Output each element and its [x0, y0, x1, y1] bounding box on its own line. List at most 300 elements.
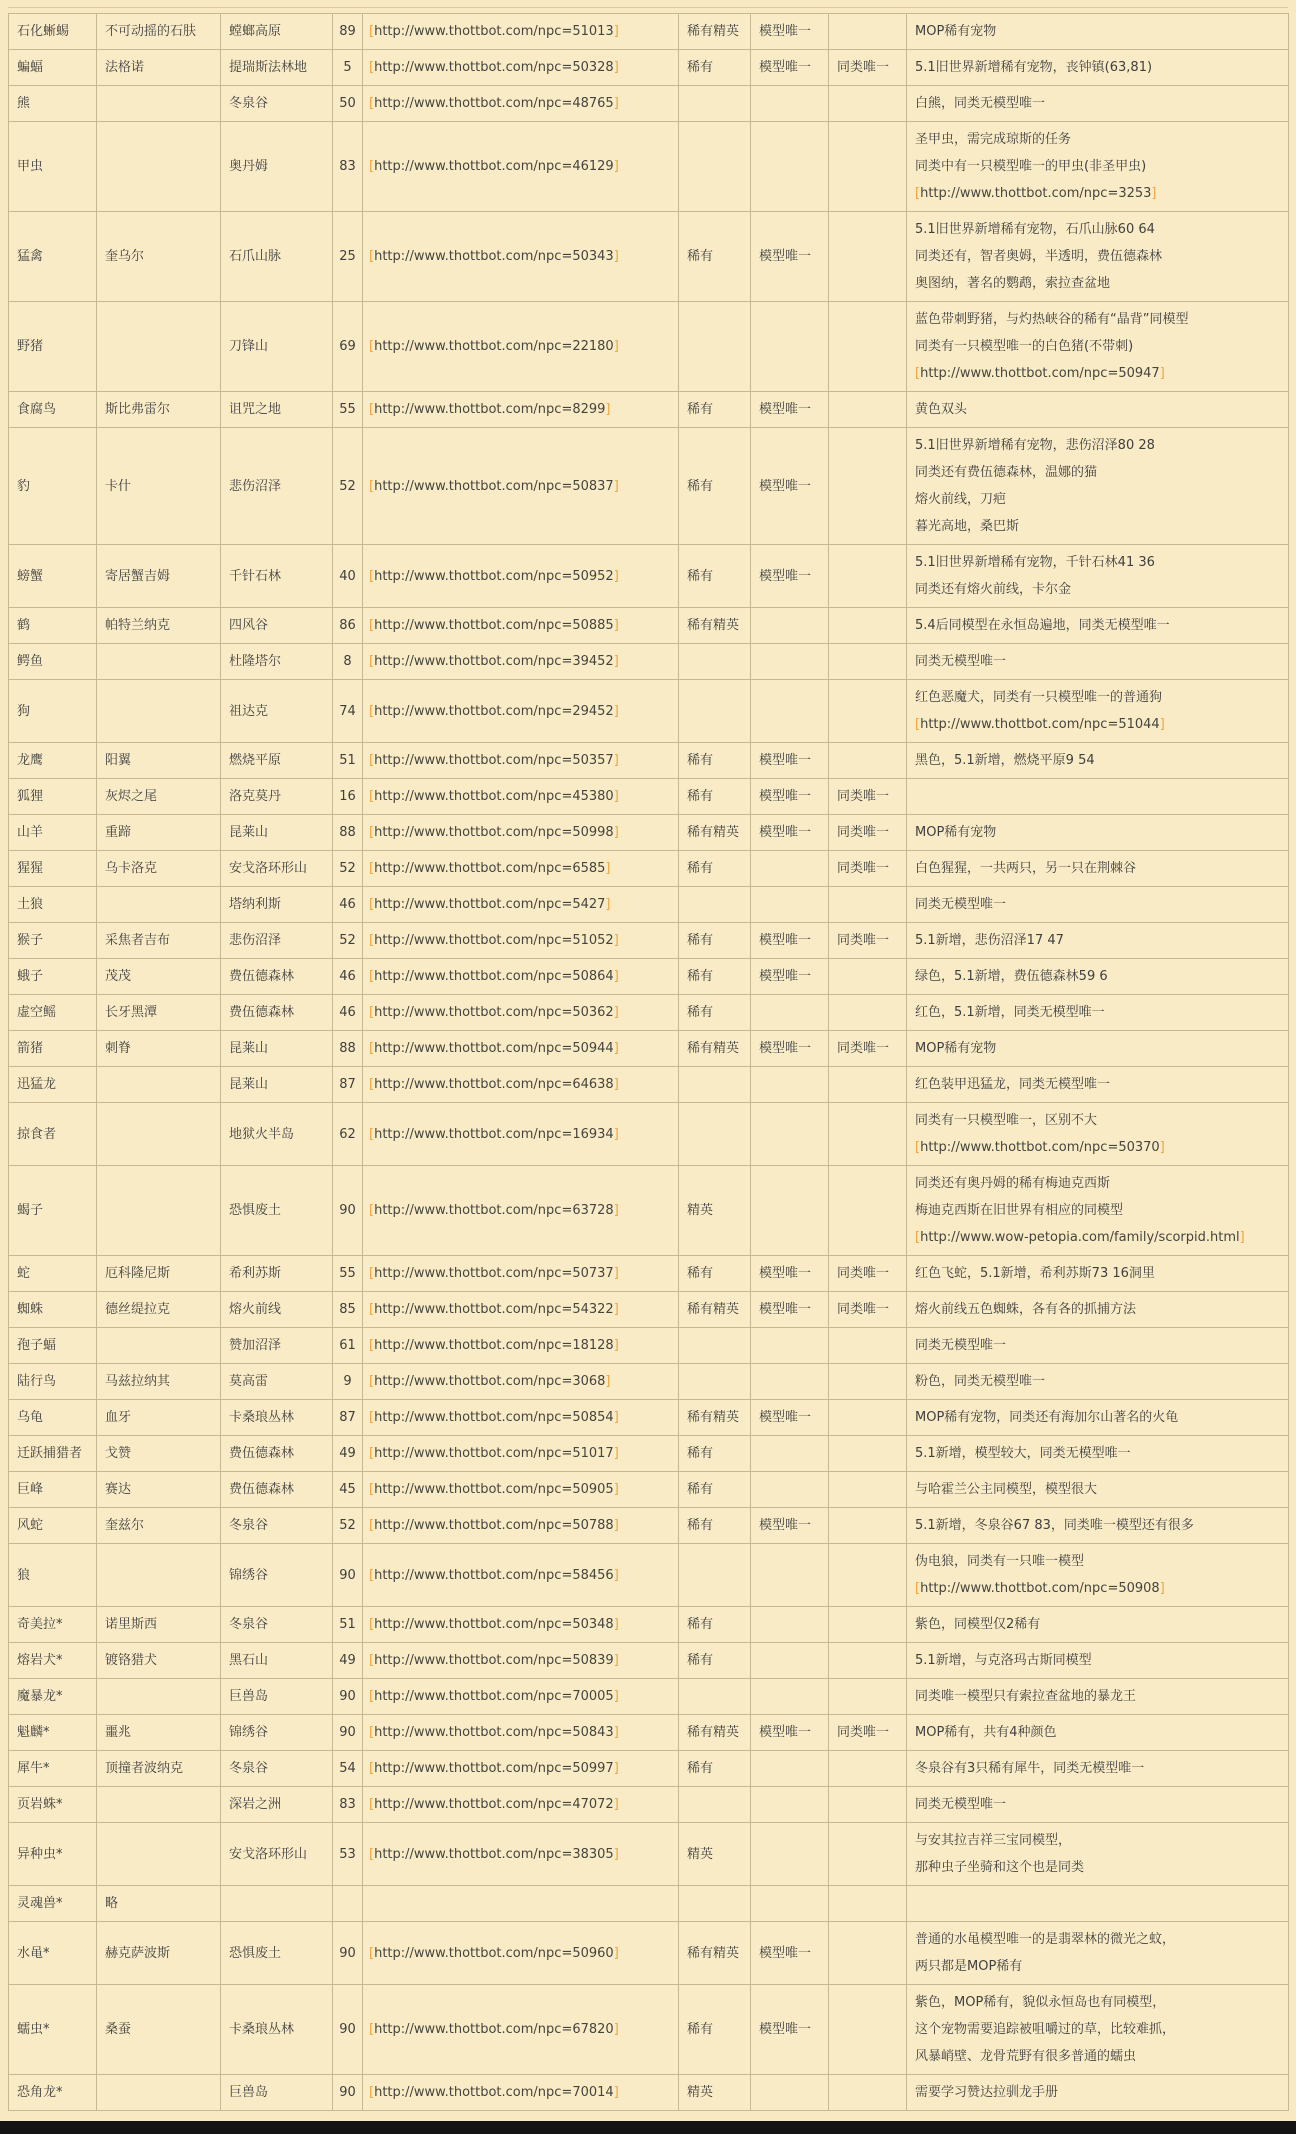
table-row [9, 545, 1289, 608]
cell-notes [907, 1679, 1289, 1715]
cell-notes [907, 887, 1289, 923]
note-line: 5.1旧世界新增稀有宠物，千针石林41 36 [915, 555, 1155, 570]
note-line: 5.1新增，悲伤沼泽17 47 [915, 933, 1064, 948]
url-bracket: ] [613, 1797, 619, 1812]
cell-rarity [679, 644, 751, 680]
cell-kind-unique [829, 887, 907, 923]
cell-rarity: 稀有精英 [679, 1922, 751, 1985]
note-line: 5.1新增，冬泉谷67 83，同类唯一模型还有很多 [915, 1518, 1194, 1533]
cell-rarity: 稀有 [679, 1472, 751, 1508]
cell-kind-unique [829, 995, 907, 1031]
thottbot-url: http://www.thottbot.com/npc=50370 [920, 1140, 1160, 1155]
cell-level: 51 [333, 743, 363, 779]
thottbot-url: http://www.thottbot.com/npc=22180 [374, 339, 614, 354]
cell-zone: 冬泉谷 [221, 1607, 333, 1643]
cell-level: 9 [333, 1364, 363, 1400]
url-bracket: [ [915, 717, 921, 732]
cell-kind-unique [829, 428, 907, 545]
cell-model-unique [751, 851, 829, 887]
url-bracket: ] [1239, 1230, 1245, 1245]
table-row [9, 212, 1289, 302]
cell-model-unique: 模型唯一 [751, 50, 829, 86]
cell-npc-name: 略 [97, 1886, 221, 1922]
note-line: 那种虫子坐骑和这个也是同类 [915, 1860, 1085, 1875]
thottbot-url: http://www.thottbot.com/npc=50952 [374, 568, 614, 584]
cell-link [363, 1256, 679, 1292]
url-bracket: [ [369, 1005, 375, 1020]
cell-link [363, 959, 679, 995]
cell-notes [907, 1364, 1289, 1400]
cell-npc-name: 血牙 [97, 1400, 221, 1436]
cell-link [363, 815, 679, 851]
cell-pet-family: 风蛇 [9, 1508, 97, 1544]
cell-level: 52 [333, 851, 363, 887]
table-row [9, 302, 1289, 392]
cell-rarity [679, 1787, 751, 1823]
url-bracket: ] [1159, 717, 1165, 732]
cell-link [363, 1067, 679, 1103]
cell-model-unique: 模型唯一 [751, 1922, 829, 1985]
cell-zone: 费伍德森林 [221, 959, 333, 995]
cell-zone [221, 1886, 333, 1922]
thottbot-url: http://www.thottbot.com/npc=51013 [374, 24, 614, 39]
note-line: 熔火前线，刀疤 [915, 492, 1007, 507]
cell-pet-family: 野猪 [9, 302, 97, 392]
thottbot-url: http://www.thottbot.com/npc=50864 [374, 969, 614, 984]
url-bracket: ] [613, 654, 619, 669]
url-bracket: [ [369, 568, 375, 584]
cell-level: 86 [333, 608, 363, 644]
cell-npc-name: 赛达 [97, 1472, 221, 1508]
cell-level: 90 [333, 1985, 363, 2075]
cell-kind-unique [829, 1787, 907, 1823]
cell-level: 90 [333, 1922, 363, 1985]
table-row [9, 851, 1289, 887]
cell-notes [907, 1436, 1289, 1472]
note-line: 红色飞蛇，5.1新增，希利苏斯73 16洞里 [915, 1266, 1155, 1281]
cell-kind-unique [829, 14, 907, 50]
cell-notes [907, 1328, 1289, 1364]
cell-rarity: 稀有 [679, 851, 751, 887]
cell-rarity [679, 1328, 751, 1364]
cell-npc-name: 采焦者吉布 [97, 923, 221, 959]
cell-kind-unique [829, 1886, 907, 1922]
cell-notes [907, 1985, 1289, 2075]
cell-link [363, 428, 679, 545]
cell-rarity: 稀有精英 [679, 815, 751, 851]
cell-model-unique: 模型唯一 [751, 545, 829, 608]
table-row [9, 608, 1289, 644]
cell-rarity: 稀有精英 [679, 608, 751, 644]
cell-link [363, 644, 679, 680]
note-line: MOP稀有宠物 [915, 24, 997, 39]
table-row [9, 1166, 1289, 1256]
url-bracket: ] [613, 60, 619, 75]
cell-model-unique: 模型唯一 [751, 1985, 829, 2075]
note-line: 5.1旧世界新增稀有宠物，丧钟镇(63,81) [915, 60, 1153, 75]
cell-model-unique: 模型唯一 [751, 428, 829, 545]
url-bracket: [ [369, 1338, 375, 1353]
url-bracket: [ [369, 1797, 375, 1812]
thottbot-url: http://www.thottbot.com/npc=8299 [374, 402, 606, 417]
table-row [9, 1544, 1289, 1607]
cell-model-unique [751, 1103, 829, 1166]
cell-link [363, 50, 679, 86]
table-row [9, 428, 1289, 545]
cell-kind-unique: 同类唯一 [829, 923, 907, 959]
cell-rarity: 稀有 [679, 392, 751, 428]
note-line: 风暴峭壁、龙骨荒野有很多普通的蠕虫 [915, 2049, 1137, 2064]
note-line [915, 180, 1280, 207]
cell-model-unique: 模型唯一 [751, 923, 829, 959]
cell-zone: 深岩之洲 [221, 1787, 333, 1823]
cell-model-unique [751, 302, 829, 392]
table-row [9, 1400, 1289, 1436]
cell-level: 16 [333, 779, 363, 815]
pet-table [8, 13, 1289, 2111]
cell-model-unique [751, 644, 829, 680]
table-row [9, 1715, 1289, 1751]
cell-kind-unique [829, 392, 907, 428]
cell-zone: 诅咒之地 [221, 392, 333, 428]
cell-npc-name: 镀铬猎犬 [97, 1643, 221, 1679]
url-bracket: ] [613, 1846, 619, 1862]
thottbot-url: http://www.thottbot.com/npc=50362 [374, 1005, 614, 1020]
cell-zone: 塔纳利斯 [221, 887, 333, 923]
cell-link [363, 122, 679, 212]
cell-notes [907, 1508, 1289, 1544]
cell-kind-unique [829, 86, 907, 122]
cell-notes [907, 1751, 1289, 1787]
cell-model-unique [751, 1364, 829, 1400]
table-row [9, 1256, 1289, 1292]
cell-link [363, 1679, 679, 1715]
cell-link [363, 545, 679, 608]
url-bracket: [ [369, 402, 375, 417]
note-line: 同类唯一模型只有索拉查盆地的暴龙王 [915, 1689, 1137, 1704]
cell-rarity: 稀有 [679, 428, 751, 545]
table-row [9, 995, 1289, 1031]
cell-notes [907, 2075, 1289, 2111]
cell-pet-family: 灵魂兽* [9, 1886, 97, 1922]
url-bracket: ] [605, 402, 611, 417]
table-row [9, 86, 1289, 122]
table-row [9, 122, 1289, 212]
cell-link [363, 1328, 679, 1364]
cell-notes [907, 1886, 1289, 1922]
note-line: 梅迪克西斯在旧世界有相应的同模型 [915, 1203, 1124, 1218]
url-bracket: [ [369, 2085, 375, 2100]
cell-level: 89 [333, 14, 363, 50]
cell-npc-name: 重蹄 [97, 815, 221, 851]
table-row [9, 1823, 1289, 1886]
cell-model-unique [751, 1472, 829, 1508]
cell-model-unique [751, 1787, 829, 1823]
cell-notes [907, 1472, 1289, 1508]
cell-kind-unique [829, 644, 907, 680]
cell-kind-unique: 同类唯一 [829, 815, 907, 851]
cell-notes [907, 995, 1289, 1031]
note-line: 熔火前线五色蜘蛛，各有各的抓捕方法 [915, 1302, 1137, 1317]
note-line: 同类还有，智者奥姆，半透明，费伍德森林 [915, 249, 1163, 264]
cell-npc-name: 奎兹尔 [97, 1508, 221, 1544]
cell-link [363, 680, 679, 743]
cell-npc-name: 斯比弗雷尔 [97, 392, 221, 428]
cell-npc-name [97, 1166, 221, 1256]
url-bracket: [ [369, 1689, 375, 1704]
cell-level: 46 [333, 887, 363, 923]
url-bracket: [ [369, 969, 375, 984]
cell-level: 54 [333, 1751, 363, 1787]
cell-model-unique: 模型唯一 [751, 1031, 829, 1067]
url-bracket: ] [605, 1374, 611, 1389]
cell-zone: 冬泉谷 [221, 86, 333, 122]
cell-link [363, 1787, 679, 1823]
cell-zone: 卡桑琅丛林 [221, 1400, 333, 1436]
cell-rarity [679, 680, 751, 743]
cell-notes [907, 212, 1289, 302]
thottbot-url: http://www.thottbot.com/npc=50343 [374, 249, 614, 264]
url-bracket: ] [1159, 1140, 1165, 1155]
url-bracket: [ [369, 703, 375, 719]
cell-rarity: 精英 [679, 2075, 751, 2111]
cell-kind-unique: 同类唯一 [829, 1292, 907, 1328]
cell-kind-unique [829, 1166, 907, 1256]
url-bracket: [ [369, 1761, 375, 1776]
cell-rarity [679, 1544, 751, 1607]
table-row [9, 1031, 1289, 1067]
cell-rarity: 稀有 [679, 923, 751, 959]
note-line [915, 1224, 1280, 1251]
cell-level: 5 [333, 50, 363, 86]
cell-notes [907, 815, 1289, 851]
cell-link [363, 212, 679, 302]
note-line: 同类有一只模型唯一的白色猪(不带刺) [915, 339, 1134, 354]
cell-zone: 昆莱山 [221, 1031, 333, 1067]
thottbot-url: http://www.thottbot.com/npc=16934 [374, 1126, 614, 1142]
table-row [9, 779, 1289, 815]
cell-npc-name [97, 86, 221, 122]
cell-npc-name: 阳翼 [97, 743, 221, 779]
cell-link [363, 1364, 679, 1400]
cell-pet-family: 食腐鸟 [9, 392, 97, 428]
note-line: 黑色，5.1新增，燃烧平原9 54 [915, 753, 1095, 768]
cell-npc-name: 奎乌尔 [97, 212, 221, 302]
cell-pet-family: 孢子蝠 [9, 1328, 97, 1364]
cell-npc-name: 寄居蟹吉姆 [97, 545, 221, 608]
cell-notes [907, 122, 1289, 212]
cell-pet-family: 龙鹰 [9, 743, 97, 779]
cell-kind-unique: 同类唯一 [829, 1715, 907, 1751]
thottbot-url: http://www.thottbot.com/npc=51044 [920, 717, 1160, 732]
cell-pet-family: 魔暴龙* [9, 1679, 97, 1715]
cell-level: 87 [333, 1067, 363, 1103]
thottbot-url: http://www.thottbot.com/npc=50843 [374, 1725, 614, 1740]
note-line: 黄色双头 [915, 402, 968, 417]
cell-link [363, 851, 679, 887]
cell-npc-name: 帕特兰纳克 [97, 608, 221, 644]
cell-notes [907, 923, 1289, 959]
cell-kind-unique [829, 1508, 907, 1544]
cell-zone: 燃烧平原 [221, 743, 333, 779]
cell-rarity: 稀有 [679, 995, 751, 1031]
url-bracket: [ [369, 1302, 375, 1317]
table-row [9, 1292, 1289, 1328]
cell-kind-unique [829, 212, 907, 302]
cell-level: 61 [333, 1328, 363, 1364]
table-row [9, 815, 1289, 851]
note-line: 5.1新增，模型较大，同类无模型唯一 [915, 1446, 1131, 1461]
cell-zone: 悲伤沼泽 [221, 923, 333, 959]
cell-notes [907, 1643, 1289, 1679]
url-bracket: [ [369, 159, 375, 174]
table-row [9, 959, 1289, 995]
url-bracket: ] [613, 568, 619, 584]
table-row [9, 1922, 1289, 1985]
table-row [9, 1679, 1289, 1715]
cell-level: 83 [333, 122, 363, 212]
thottbot-url: http://www.thottbot.com/npc=50854 [374, 1410, 614, 1425]
note-line: 同类中有一只模型唯一的甲虫(非圣甲虫) [915, 159, 1147, 174]
cell-zone: 赞加沼泽 [221, 1328, 333, 1364]
cell-notes [907, 1922, 1289, 1985]
note-line: 红色装甲迅猛龙，同类无模型唯一 [915, 1077, 1111, 1092]
cell-rarity: 稀有 [679, 545, 751, 608]
cell-notes [907, 1715, 1289, 1751]
cell-link [363, 1544, 679, 1607]
cell-link [363, 779, 679, 815]
url-bracket: ] [613, 1653, 619, 1668]
cell-pet-family: 迅猛龙 [9, 1067, 97, 1103]
cell-pet-family: 巨峰 [9, 1472, 97, 1508]
note-line: 5.1旧世界新增稀有宠物，石爪山脉60 64 [915, 222, 1155, 237]
cell-npc-name: 戈赞 [97, 1436, 221, 1472]
cell-notes [907, 302, 1289, 392]
cell-kind-unique [829, 1067, 907, 1103]
url-bracket: ] [613, 1302, 619, 1317]
thottbot-url: http://www.thottbot.com/npc=51052 [374, 933, 614, 948]
cell-pet-family: 狼 [9, 1544, 97, 1607]
cell-link [363, 923, 679, 959]
url-bracket: ] [613, 1005, 619, 1020]
thottbot-url: http://www.thottbot.com/npc=50908 [920, 1581, 1160, 1596]
cell-rarity: 稀有 [679, 1607, 751, 1643]
table-row [9, 1607, 1289, 1643]
cell-zone: 四风谷 [221, 608, 333, 644]
thottbot-url: http://www.thottbot.com/npc=3068 [374, 1374, 606, 1389]
cell-kind-unique [829, 743, 907, 779]
cell-npc-name [97, 1067, 221, 1103]
cell-zone: 祖达克 [221, 680, 333, 743]
thottbot-url: http://www.thottbot.com/npc=50357 [374, 753, 614, 768]
thottbot-url: http://www.thottbot.com/npc=50905 [374, 1482, 614, 1497]
top-rule [8, 7, 1288, 8]
url-bracket: ] [613, 1266, 619, 1281]
note-line: 同类还有熔火前线，卡尔金 [915, 582, 1072, 597]
cell-notes [907, 680, 1289, 743]
cell-notes [907, 1823, 1289, 1886]
thottbot-url: http://www.thottbot.com/npc=50885 [374, 618, 614, 633]
cell-kind-unique [829, 1679, 907, 1715]
note-line: 奥图纳，著名的鹦鹉，索拉查盆地 [915, 276, 1111, 291]
thottbot-url: http://www.thottbot.com/npc=67820 [374, 2022, 614, 2037]
cell-level: 90 [333, 1679, 363, 1715]
url-bracket: [ [369, 24, 375, 39]
url-bracket: [ [915, 1581, 921, 1596]
url-bracket: [ [369, 249, 375, 264]
url-bracket: ] [1151, 186, 1157, 201]
thottbot-url: http://www.thottbot.com/npc=46129 [374, 159, 614, 174]
cell-npc-name: 德丝缇拉克 [97, 1292, 221, 1328]
cell-kind-unique [829, 1823, 907, 1886]
thottbot-url: http://www.thottbot.com/npc=50839 [374, 1653, 614, 1668]
cell-pet-family: 山羊 [9, 815, 97, 851]
url-bracket: [ [369, 933, 375, 948]
cell-npc-name [97, 680, 221, 743]
cell-kind-unique [829, 1472, 907, 1508]
table-row [9, 1067, 1289, 1103]
cell-zone: 费伍德森林 [221, 995, 333, 1031]
cell-rarity: 稀有精英 [679, 1292, 751, 1328]
thottbot-url: http://www.thottbot.com/npc=50997 [374, 1761, 614, 1776]
cell-kind-unique [829, 1103, 907, 1166]
thottbot-url: http://www.wow-petopia.com/family/scorpid.html [920, 1230, 1240, 1245]
thottbot-url: http://www.thottbot.com/npc=50348 [374, 1617, 614, 1632]
thottbot-url: http://www.thottbot.com/npc=18128 [374, 1338, 614, 1353]
pet-table-body [9, 14, 1289, 2111]
table-row [9, 1436, 1289, 1472]
cell-kind-unique [829, 1643, 907, 1679]
table-row [9, 392, 1289, 428]
thottbot-url: http://www.thottbot.com/npc=3253 [920, 186, 1152, 201]
url-bracket: [ [369, 478, 375, 494]
cell-npc-name [97, 887, 221, 923]
url-bracket: [ [369, 789, 375, 804]
thottbot-url: http://www.thottbot.com/npc=58456 [374, 1567, 614, 1583]
url-bracket: [ [369, 339, 375, 354]
url-bracket: ] [613, 618, 619, 633]
table-row [9, 923, 1289, 959]
cell-kind-unique [829, 1544, 907, 1607]
cell-kind-unique: 同类唯一 [829, 50, 907, 86]
url-bracket: [ [369, 1846, 375, 1862]
note-line: 暮光高地，桑巴斯 [915, 519, 1020, 534]
url-bracket: [ [369, 1945, 375, 1961]
note-line: 紫色，MOP稀有，貌似永恒岛也有同模型， [915, 1995, 1166, 2010]
table-row [9, 1751, 1289, 1787]
table-row [9, 1103, 1289, 1166]
note-line: 粉色，同类无模型唯一 [915, 1374, 1046, 1389]
note-line: 同类无模型唯一 [915, 897, 1007, 912]
cell-model-unique: 模型唯一 [751, 1400, 829, 1436]
url-bracket: [ [369, 861, 375, 876]
table-row [9, 1886, 1289, 1922]
cell-level: 83 [333, 1787, 363, 1823]
url-bracket: [ [915, 1140, 921, 1155]
cell-rarity [679, 887, 751, 923]
cell-pet-family: 奇美拉* [9, 1607, 97, 1643]
cell-level: 74 [333, 680, 363, 743]
url-bracket: [ [369, 96, 375, 111]
cell-rarity: 稀有 [679, 1643, 751, 1679]
cell-zone: 提瑞斯法林地 [221, 50, 333, 86]
cell-zone: 安戈洛环形山 [221, 1823, 333, 1886]
cell-model-unique [751, 2075, 829, 2111]
cell-notes [907, 851, 1289, 887]
cell-model-unique: 模型唯一 [751, 1256, 829, 1292]
cell-pet-family: 犀牛* [9, 1751, 97, 1787]
note-line: 与哈霍兰公主同模型，模型很大 [915, 1482, 1098, 1497]
